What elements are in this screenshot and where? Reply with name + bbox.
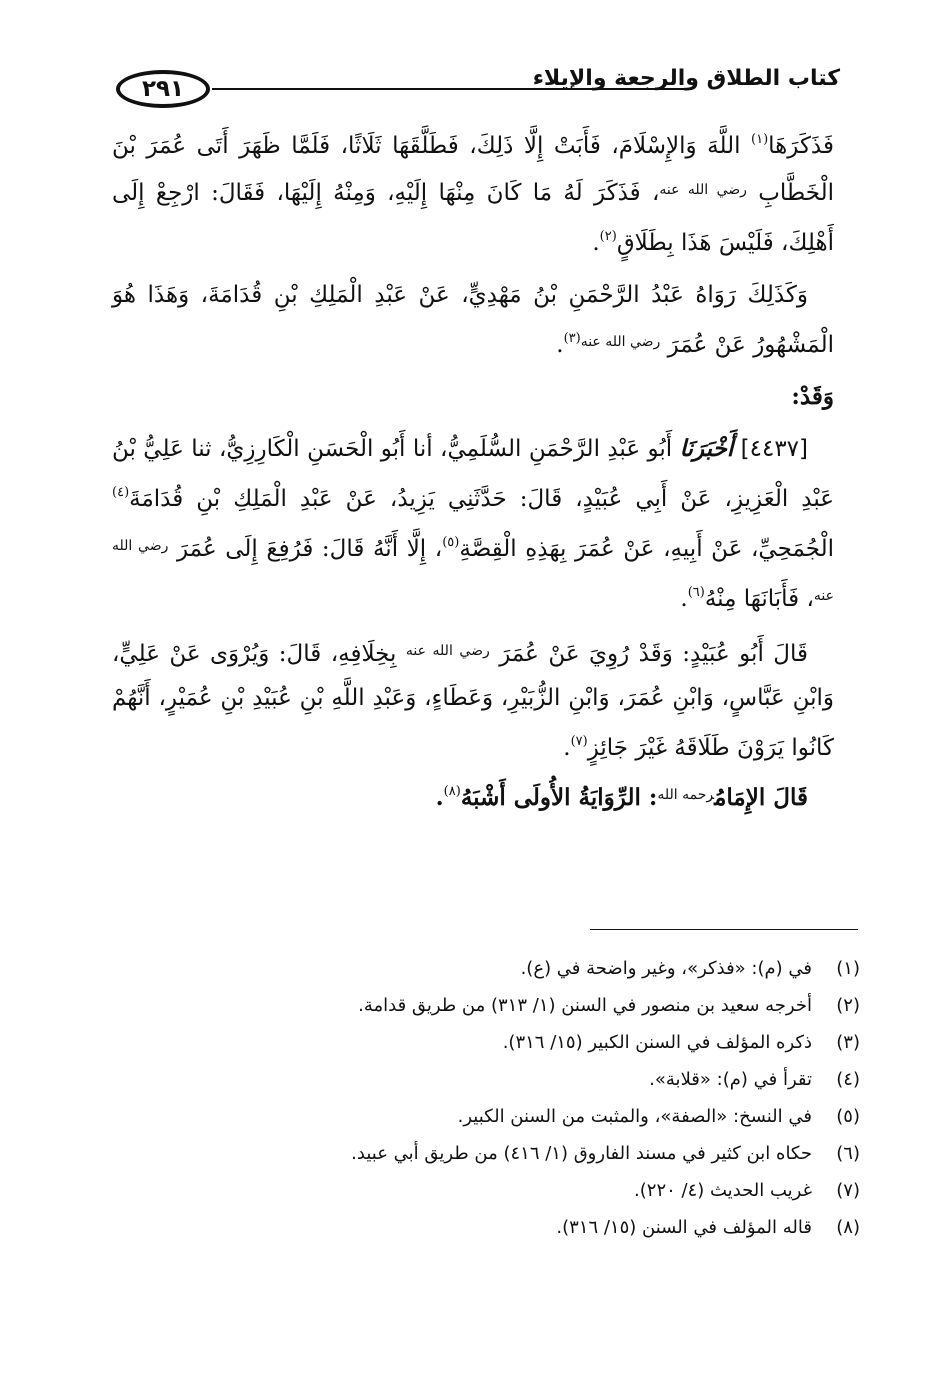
footnote-ref-6: (٦) — [687, 585, 705, 600]
footnote-number: (٦) — [836, 1143, 860, 1164]
paragraph-2 — [112, 273, 834, 367]
footnote-text: تقرأ في (م): «قلابة». — [649, 1069, 812, 1090]
paragraph-abu-ubayd — [112, 629, 834, 770]
footnote-text: قاله المؤلف في السنن (١٥/ ٣١٦). — [556, 1217, 812, 1238]
footnote-number: (٥) — [836, 1106, 860, 1127]
footnote-ref-7: (٧) — [570, 734, 588, 749]
page-header — [100, 64, 840, 114]
footnote-text: ذكره المؤلف في السنن الكبير (١٥/ ٣١٦). — [502, 1032, 812, 1053]
akhbarana-label: أَخْبَرَنَا — [679, 435, 734, 462]
text-segment: . — [592, 230, 600, 256]
footnote — [200, 1024, 860, 1061]
text-segment: أَبُو عَبْدِ الرَّحْمَنِ السُّلَمِيُّ، أنا أَبُو الْحَسَنِ الْكَارِزِيُّ، ثنا عَلِيُّ بْنُ عَبْدِ الْعَزِيزِ، عَنْ أَبِي عُبَيْدٍ، قَالَ: حَدَّثَنِي يَزِيدُ، عَنْ عَبْدِ الْمَلِكِ بْنِ قُدَامَةَ — [112, 436, 834, 512]
footnote — [200, 950, 860, 987]
text-segment: ، فَأَبَانَهَا مِنْهُ — [704, 586, 814, 612]
footnote-ref-4: (٤) — [112, 485, 130, 500]
main-text — [112, 118, 834, 820]
hadith-number: [٤٤٣٧] — [740, 436, 809, 462]
footnote-number: (٧) — [836, 1180, 860, 1201]
page-number: ٢٩١ — [116, 70, 210, 108]
footnote — [200, 1061, 860, 1098]
text-segment: ، فَذَكَرَ لَهُ مَا كَانَ مِنْهَا إِلَيْهِ، وَمِنْهُ إِلَيْهَا، فَقَالَ: ارْجِعْ إِلَى أَهْلِكَ، فَلَيْسَ هَذَا بِطَلَاقٍ — [112, 180, 834, 256]
waqad-heading: وَقَدْ: — [791, 383, 834, 410]
footnote-ref-3: (٣) — [563, 331, 581, 346]
footnote — [200, 987, 860, 1024]
footnote-text: غريب الحديث (٤/ ٢٢٠). — [634, 1180, 812, 1201]
text-segment: . — [556, 332, 564, 358]
footnote-number: (٤) — [836, 1069, 860, 1090]
text-segment: . — [563, 735, 571, 761]
running-title: كتاب الطلاق والرجعة والإيلاء — [532, 66, 840, 91]
footnote — [200, 1172, 860, 1209]
footnote-text: أخرجه سعيد بن منصور في السنن (١/ ٣١٣) من طريق قدامة. — [358, 995, 812, 1016]
honorific-glyph: رحمه الله — [657, 787, 715, 803]
text-segment: . — [680, 586, 688, 612]
footnote-ref-5: (٥) — [442, 535, 460, 550]
footnote-text: حكاه ابن كثير في مسند الفاروق (١/ ٤١٦) من طريق أبي عبيد. — [351, 1143, 812, 1164]
text-segment: ، إِلَّا أَنَّهُ قَالَ: فَرُفِعَ إِلَى عُمَرَ — [168, 536, 443, 562]
footnote-number: (٨) — [836, 1217, 860, 1238]
text-segment: الْجُمَحِيِّ، عَنْ أَبِيهِ، عَنْ عُمَرَ بِهَذِهِ الْقِصَّةِ — [459, 536, 834, 562]
honorific-glyph: رضي الله عنه — [112, 538, 834, 604]
footnote — [200, 1098, 860, 1135]
footnote-ref-8: (٨) — [443, 784, 461, 799]
paragraph-1 — [112, 118, 834, 265]
text-segment: اللَّهَ وَالإِسْلَامَ، فَأَبَتْ إِلَّا ذَلِكَ، فَطَلَّقَهَا ثَلَاثًا، فَلَمَّا ظَهَرَ أَتَى عُمَرَ بْنَ الْخَطَّابِ — [112, 133, 834, 206]
text-segment: . — [435, 784, 444, 811]
footnote-number: (١) — [836, 958, 860, 979]
footnote-number: (٢) — [836, 995, 860, 1016]
footnote-ref-2: (٢) — [599, 229, 617, 244]
text-segment: : الرِّوَايَةُ الأُولَى أَشْبَهُ — [460, 784, 658, 811]
text-segment: وَكَذَلِكَ رَوَاهُ عَبْدُ الرَّحْمَنِ بْنُ مَهْدِيٍّ، عَنْ عَبْدِ الْمَلِكِ بْنِ قُدَامَةَ، وَهَذَا هُوَ الْمَشْهُورُ عَنْ عُمَرَ — [112, 282, 834, 358]
footnote-text: في النسخ: «الصفة»، والمثبت من السنن الكبير. — [457, 1106, 812, 1127]
footnote-text: في (م): «فذكر»، وغير واضحة في (ع). — [520, 958, 812, 979]
text-segment: بِخِلَافِهِ، قَالَ: وَيُرْوَى عَنْ عَلِيٍّ، وَابْنِ عَبَّاسٍ، وَابْنِ عُمَرَ، وَابْنِ الزُّبَيْرِ، وَعَطَاءٍ، وَعَبْدِ اللَّهِ بْنِ عُبَيْدِ بْنِ عُمَيْرٍ، أَنَّهُمْ كَانُوا يَرَوْنَ طَلَاقَهُ غَيْرَ جَائِزٍ — [112, 641, 834, 761]
footnote-separator — [590, 929, 858, 930]
footnote-number: (٣) — [836, 1032, 860, 1053]
footnote — [200, 1209, 860, 1246]
footnote-ref-1: (١) — [751, 132, 769, 147]
footnotes — [200, 950, 860, 1246]
honorific-glyph: رضي الله عنه — [405, 643, 490, 659]
text-segment: قَالَ أَبُو عُبَيْدٍ: وَقَدْ رُوِيَ عَنْ عُمَرَ — [489, 641, 808, 667]
footnote — [200, 1135, 860, 1172]
text-segment: فَذَكَرَهَا — [768, 133, 834, 159]
hadith-4437 — [112, 427, 834, 621]
imam-label: قَالَ الإِمَامُ — [714, 784, 808, 811]
honorific-glyph: رضي الله عنه — [580, 334, 661, 350]
paragraph-imam — [112, 770, 834, 820]
honorific-glyph: رضي الله عنه — [659, 182, 747, 198]
